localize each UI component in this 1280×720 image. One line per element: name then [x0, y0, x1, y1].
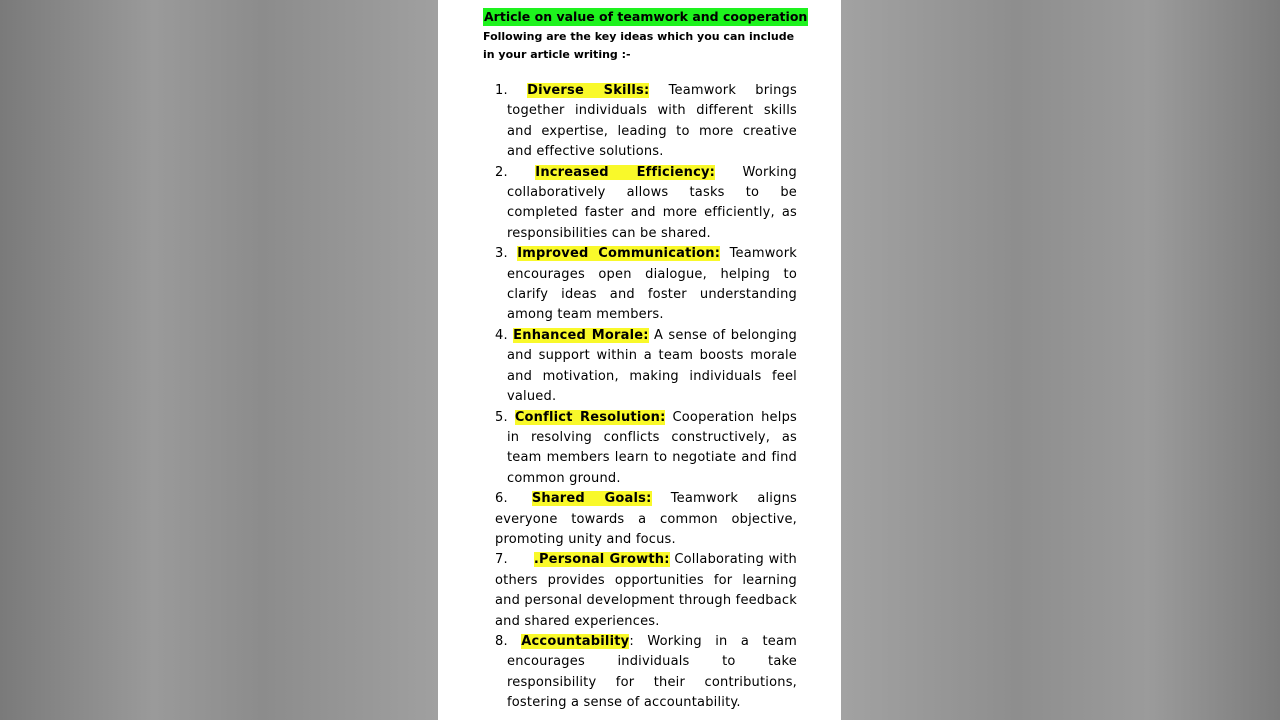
list-item-enhanced-morale [495, 326, 797, 408]
item-heading: Shared Goals: [531, 491, 652, 507]
list-item-personal-growth [495, 550, 797, 632]
key-ideas-list [495, 81, 797, 714]
item-number: 3. [495, 246, 508, 262]
item-text: Collaborating with others provides opportunities for learning and personal development through feedback and shared experiences. [495, 552, 797, 629]
article-title: Article on value of teamwork and cooperation [484, 9, 808, 24]
item-heading: Increased Efficiency: [535, 164, 716, 180]
item-text: Teamwork encourages open dialogue, helping to clarify ideas and foster understanding among team members. [507, 246, 797, 323]
item-text: A sense of belonging and support within a team boosts morale and motivation, making individuals feel valued. [507, 327, 798, 405]
item-heading: Enhanced Morale: [513, 327, 649, 343]
list-item-shared-goals [495, 489, 797, 550]
blurred-background-left [0, 0, 438, 720]
item-heading: Improved Communication: [517, 246, 721, 262]
item-number: 4. [495, 327, 508, 343]
item-text: Working in a team encourages individuals to take responsibility for their contributions, fostering a sense of accountability. [507, 633, 797, 711]
item-heading: Conflict Resolution: [514, 409, 666, 425]
article-intro: Following are the key ideas which you can include in your article writing :- [483, 30, 795, 61]
item-text: Cooperation helps in resolving conflicts constructively, as team members learn to negotiate and find common ground. [507, 409, 797, 486]
item-heading: .Personal Growth: [533, 552, 670, 568]
blurred-background-right [841, 0, 1280, 720]
list-item-conflict-resolution [495, 408, 797, 490]
item-heading-colon: : [629, 633, 634, 649]
list-item-increased-efficiency [495, 163, 797, 245]
item-text: Teamwork brings together individuals with different skills and expertise, leading to more creative and effective solutions. [507, 83, 797, 160]
item-number: 7. [495, 552, 508, 568]
list-item-improved-communication [495, 244, 797, 326]
item-number: 2. [495, 164, 508, 180]
item-heading: Accountability [521, 633, 630, 649]
item-number: 8. [495, 633, 508, 649]
list-item-diverse-skills [495, 81, 797, 163]
item-number: 6. [495, 491, 508, 507]
item-heading: Diverse Skills: [527, 83, 650, 98]
item-number: 5. [495, 409, 508, 425]
document-page [438, 0, 841, 720]
item-text: Working collaboratively allows tasks to be completed faster and more efficiently, as responsibilities can be shared. [507, 164, 797, 241]
item-number: 1. [495, 83, 508, 98]
list-item-accountability [495, 632, 797, 714]
item-text: Teamwork aligns everyone towards a common objective, promoting unity and focus. [495, 491, 797, 547]
